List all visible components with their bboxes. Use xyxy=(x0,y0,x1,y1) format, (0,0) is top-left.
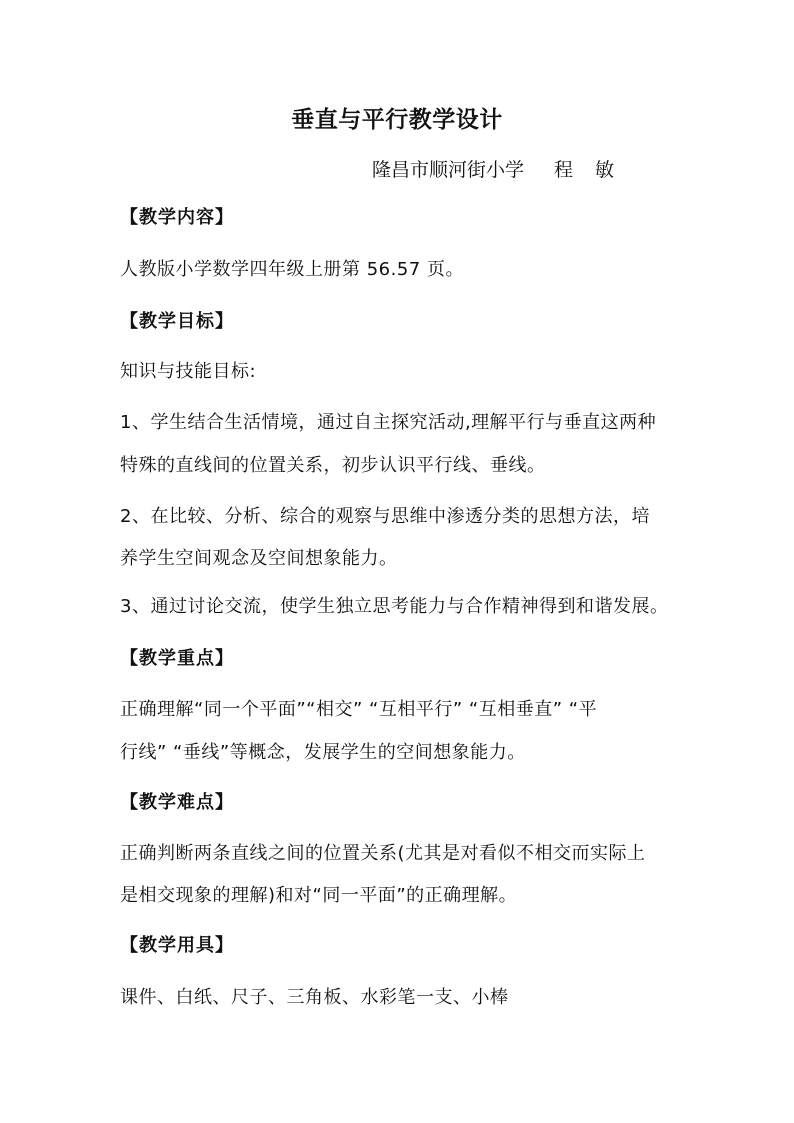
author-line xyxy=(372,156,622,184)
tools-line: 课件、白纸、尺子、三角板、水彩笔一支、小棒 xyxy=(120,987,509,1008)
section-heading-tools: 【教学用具】 xyxy=(120,935,234,956)
objectives-line: 特殊的直线间的位置关系，初步认识平行线、垂线。 xyxy=(120,455,546,476)
difficulties-line: 正确判断两条直线之间的位置关系(尤其是对看似不相交而实际上 xyxy=(120,843,646,864)
section-heading-objectives: 【教学目标】 xyxy=(120,311,234,332)
objectives-line: 3、通过讨论交流，使学生独立思考能力与合作精神得到和谐发展。 xyxy=(120,596,669,617)
objectives-line: 知识与技能目标: xyxy=(120,361,257,382)
difficulties-line: 是相交现象的理解)和对“同一平面”的正确理解。 xyxy=(120,885,518,906)
content-line: 人教版小学数学四年级上册第 56.57 页。 xyxy=(120,259,464,280)
section-heading-content: 【教学内容】 xyxy=(120,207,234,228)
author-school: 隆昌市顺河街小学 xyxy=(372,159,525,181)
objectives-line: 养学生空间观念及空间想象能力。 xyxy=(120,548,398,569)
objectives-line: 1、学生结合生活情境，通过自主探究活动,理解平行与垂直这两种 xyxy=(120,412,657,433)
objectives-line: 2、在比较、分析、综合的观察与思维中渗透分类的思想方法，培 xyxy=(120,506,650,527)
key-points-line: 正确理解“同一个平面”“相交” “互相平行” “互相垂直” “平 xyxy=(120,699,598,720)
section-heading-difficulties: 【教学难点】 xyxy=(120,792,234,813)
author-name: 程 敏 xyxy=(554,159,623,181)
key-points-line: 行线” “垂线”等概念，发展学生的空间想象能力。 xyxy=(120,742,526,763)
section-heading-key-points: 【教学重点】 xyxy=(120,648,234,669)
document-title: 垂直与平行教学设计 xyxy=(291,107,503,133)
